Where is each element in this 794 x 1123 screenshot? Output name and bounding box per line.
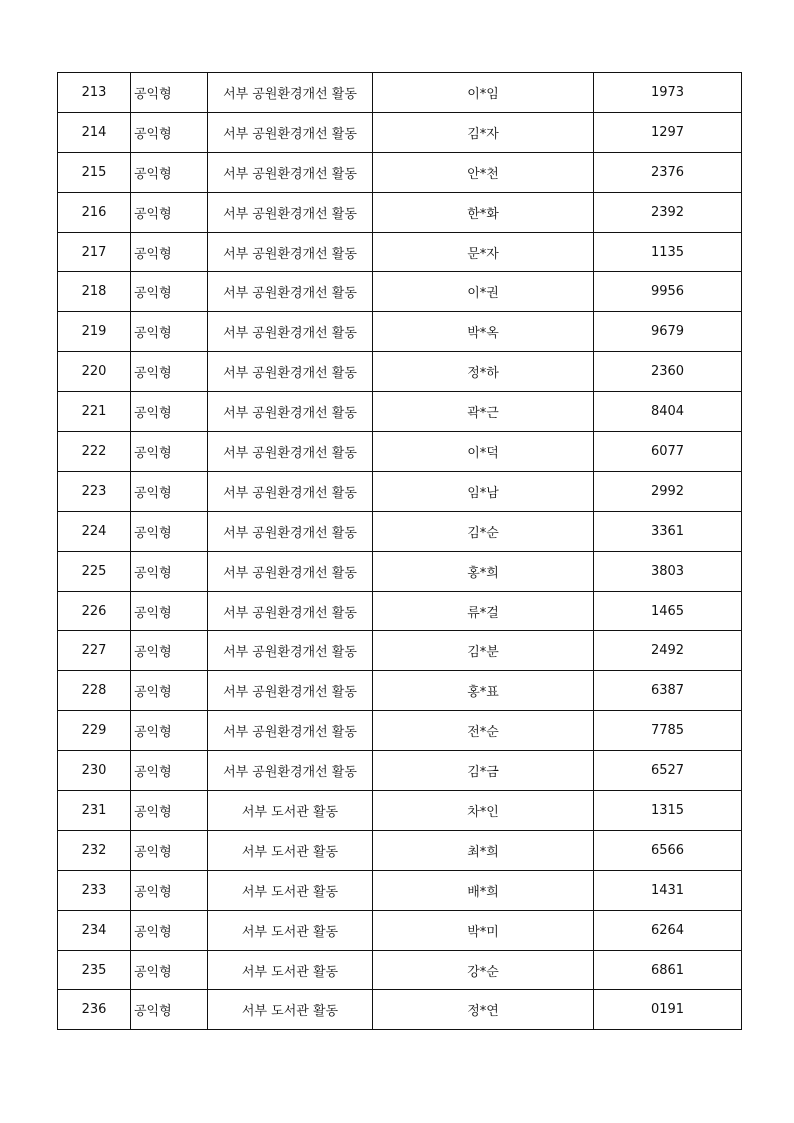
activity-cell: 서부 공원환경개선 활동 [208, 631, 373, 671]
participant-name-cell: 배*희 [373, 870, 594, 910]
id-code-cell: 6566 [594, 830, 742, 870]
program-type-cell: 공익형 [131, 112, 208, 152]
participant-name-cell: 홍*표 [373, 671, 594, 711]
participant-name-cell: 김*분 [373, 631, 594, 671]
id-code-cell: 6264 [594, 910, 742, 950]
participant-name-cell: 박*옥 [373, 312, 594, 352]
program-type-cell: 공익형 [131, 73, 208, 113]
id-code-cell: 3361 [594, 511, 742, 551]
participant-name-cell: 김*자 [373, 112, 594, 152]
activity-cell: 서부 공원환경개선 활동 [208, 711, 373, 751]
program-type-cell: 공익형 [131, 671, 208, 711]
id-code-cell: 2492 [594, 631, 742, 671]
activity-cell: 서부 도서관 활동 [208, 870, 373, 910]
participant-table [57, 72, 742, 1030]
id-code-cell: 0191 [594, 990, 742, 1030]
table-row [58, 112, 742, 152]
program-type-cell: 공익형 [131, 950, 208, 990]
table-row [58, 791, 742, 831]
row-number-cell: 233 [58, 870, 131, 910]
row-number-cell: 214 [58, 112, 131, 152]
id-code-cell: 1297 [594, 112, 742, 152]
activity-cell: 서부 공원환경개선 활동 [208, 73, 373, 113]
id-code-cell: 9679 [594, 312, 742, 352]
participant-name-cell: 이*덕 [373, 432, 594, 472]
table-row [58, 870, 742, 910]
participant-name-cell: 이*임 [373, 73, 594, 113]
id-code-cell: 6527 [594, 751, 742, 791]
id-code-cell: 1315 [594, 791, 742, 831]
participant-name-cell: 박*미 [373, 910, 594, 950]
table-row [58, 432, 742, 472]
participant-name-cell: 한*화 [373, 192, 594, 232]
activity-cell: 서부 도서관 활동 [208, 990, 373, 1030]
program-type-cell: 공익형 [131, 471, 208, 511]
row-number-cell: 230 [58, 751, 131, 791]
participant-name-cell: 임*남 [373, 471, 594, 511]
program-type-cell: 공익형 [131, 711, 208, 751]
table-row [58, 232, 742, 272]
activity-cell: 서부 공원환경개선 활동 [208, 392, 373, 432]
id-code-cell: 1135 [594, 232, 742, 272]
row-number-cell: 221 [58, 392, 131, 432]
id-code-cell: 9956 [594, 272, 742, 312]
program-type-cell: 공익형 [131, 272, 208, 312]
participant-name-cell: 홍*희 [373, 551, 594, 591]
table-row [58, 591, 742, 631]
participant-name-cell: 문*자 [373, 232, 594, 272]
participant-name-cell: 정*연 [373, 990, 594, 1030]
table-row [58, 192, 742, 232]
participant-name-cell: 차*인 [373, 791, 594, 831]
table-row [58, 551, 742, 591]
activity-cell: 서부 공원환경개선 활동 [208, 432, 373, 472]
id-code-cell: 6077 [594, 432, 742, 472]
table-row [58, 73, 742, 113]
id-code-cell: 2992 [594, 471, 742, 511]
activity-cell: 서부 도서관 활동 [208, 830, 373, 870]
program-type-cell: 공익형 [131, 551, 208, 591]
row-number-cell: 234 [58, 910, 131, 950]
id-code-cell: 3803 [594, 551, 742, 591]
program-type-cell: 공익형 [131, 511, 208, 551]
program-type-cell: 공익형 [131, 312, 208, 352]
table-row [58, 711, 742, 751]
activity-cell: 서부 공원환경개선 활동 [208, 671, 373, 711]
row-number-cell: 215 [58, 152, 131, 192]
activity-cell: 서부 공원환경개선 활동 [208, 192, 373, 232]
participant-name-cell: 정*하 [373, 352, 594, 392]
program-type-cell: 공익형 [131, 870, 208, 910]
id-code-cell: 2376 [594, 152, 742, 192]
table-body [58, 73, 742, 1030]
row-number-cell: 228 [58, 671, 131, 711]
participant-name-cell: 최*희 [373, 830, 594, 870]
id-code-cell: 1431 [594, 870, 742, 910]
program-type-cell: 공익형 [131, 830, 208, 870]
program-type-cell: 공익형 [131, 910, 208, 950]
row-number-cell: 225 [58, 551, 131, 591]
program-type-cell: 공익형 [131, 432, 208, 472]
id-code-cell: 7785 [594, 711, 742, 751]
activity-cell: 서부 공원환경개선 활동 [208, 751, 373, 791]
participant-name-cell: 강*순 [373, 950, 594, 990]
table-row [58, 511, 742, 551]
activity-cell: 서부 공원환경개선 활동 [208, 112, 373, 152]
program-type-cell: 공익형 [131, 192, 208, 232]
activity-cell: 서부 공원환경개선 활동 [208, 272, 373, 312]
row-number-cell: 232 [58, 830, 131, 870]
row-number-cell: 223 [58, 471, 131, 511]
activity-cell: 서부 도서관 활동 [208, 910, 373, 950]
table-row [58, 751, 742, 791]
row-number-cell: 226 [58, 591, 131, 631]
activity-cell: 서부 도서관 활동 [208, 791, 373, 831]
id-code-cell: 8404 [594, 392, 742, 432]
participant-name-cell: 김*순 [373, 511, 594, 551]
activity-cell: 서부 공원환경개선 활동 [208, 511, 373, 551]
activity-cell: 서부 공원환경개선 활동 [208, 591, 373, 631]
id-code-cell: 2392 [594, 192, 742, 232]
participant-name-cell: 곽*근 [373, 392, 594, 432]
row-number-cell: 222 [58, 432, 131, 472]
row-number-cell: 231 [58, 791, 131, 831]
participant-name-cell: 이*권 [373, 272, 594, 312]
row-number-cell: 217 [58, 232, 131, 272]
row-number-cell: 235 [58, 950, 131, 990]
id-code-cell: 6387 [594, 671, 742, 711]
row-number-cell: 227 [58, 631, 131, 671]
program-type-cell: 공익형 [131, 392, 208, 432]
table-row [58, 392, 742, 432]
activity-cell: 서부 공원환경개선 활동 [208, 551, 373, 591]
row-number-cell: 218 [58, 272, 131, 312]
table-row [58, 631, 742, 671]
activity-cell: 서부 공원환경개선 활동 [208, 312, 373, 352]
id-code-cell: 1973 [594, 73, 742, 113]
id-code-cell: 2360 [594, 352, 742, 392]
activity-cell: 서부 도서관 활동 [208, 950, 373, 990]
id-code-cell: 6861 [594, 950, 742, 990]
row-number-cell: 229 [58, 711, 131, 751]
id-code-cell: 1465 [594, 591, 742, 631]
program-type-cell: 공익형 [131, 751, 208, 791]
table-row [58, 671, 742, 711]
activity-cell: 서부 공원환경개선 활동 [208, 471, 373, 511]
table-row [58, 990, 742, 1030]
row-number-cell: 236 [58, 990, 131, 1030]
row-number-cell: 219 [58, 312, 131, 352]
program-type-cell: 공익형 [131, 152, 208, 192]
activity-cell: 서부 공원환경개선 활동 [208, 352, 373, 392]
program-type-cell: 공익형 [131, 232, 208, 272]
participant-name-cell: 안*천 [373, 152, 594, 192]
participant-name-cell: 류*걸 [373, 591, 594, 631]
table-row [58, 272, 742, 312]
program-type-cell: 공익형 [131, 990, 208, 1030]
row-number-cell: 213 [58, 73, 131, 113]
program-type-cell: 공익형 [131, 352, 208, 392]
program-type-cell: 공익형 [131, 591, 208, 631]
table-row [58, 830, 742, 870]
program-type-cell: 공익형 [131, 631, 208, 671]
program-type-cell: 공익형 [131, 791, 208, 831]
row-number-cell: 216 [58, 192, 131, 232]
table-row [58, 352, 742, 392]
table-row [58, 471, 742, 511]
row-number-cell: 224 [58, 511, 131, 551]
activity-cell: 서부 공원환경개선 활동 [208, 232, 373, 272]
table-row [58, 312, 742, 352]
participant-name-cell: 김*금 [373, 751, 594, 791]
row-number-cell: 220 [58, 352, 131, 392]
table-row [58, 910, 742, 950]
activity-cell: 서부 공원환경개선 활동 [208, 152, 373, 192]
table-row [58, 152, 742, 192]
participant-name-cell: 전*순 [373, 711, 594, 751]
table-row [58, 950, 742, 990]
